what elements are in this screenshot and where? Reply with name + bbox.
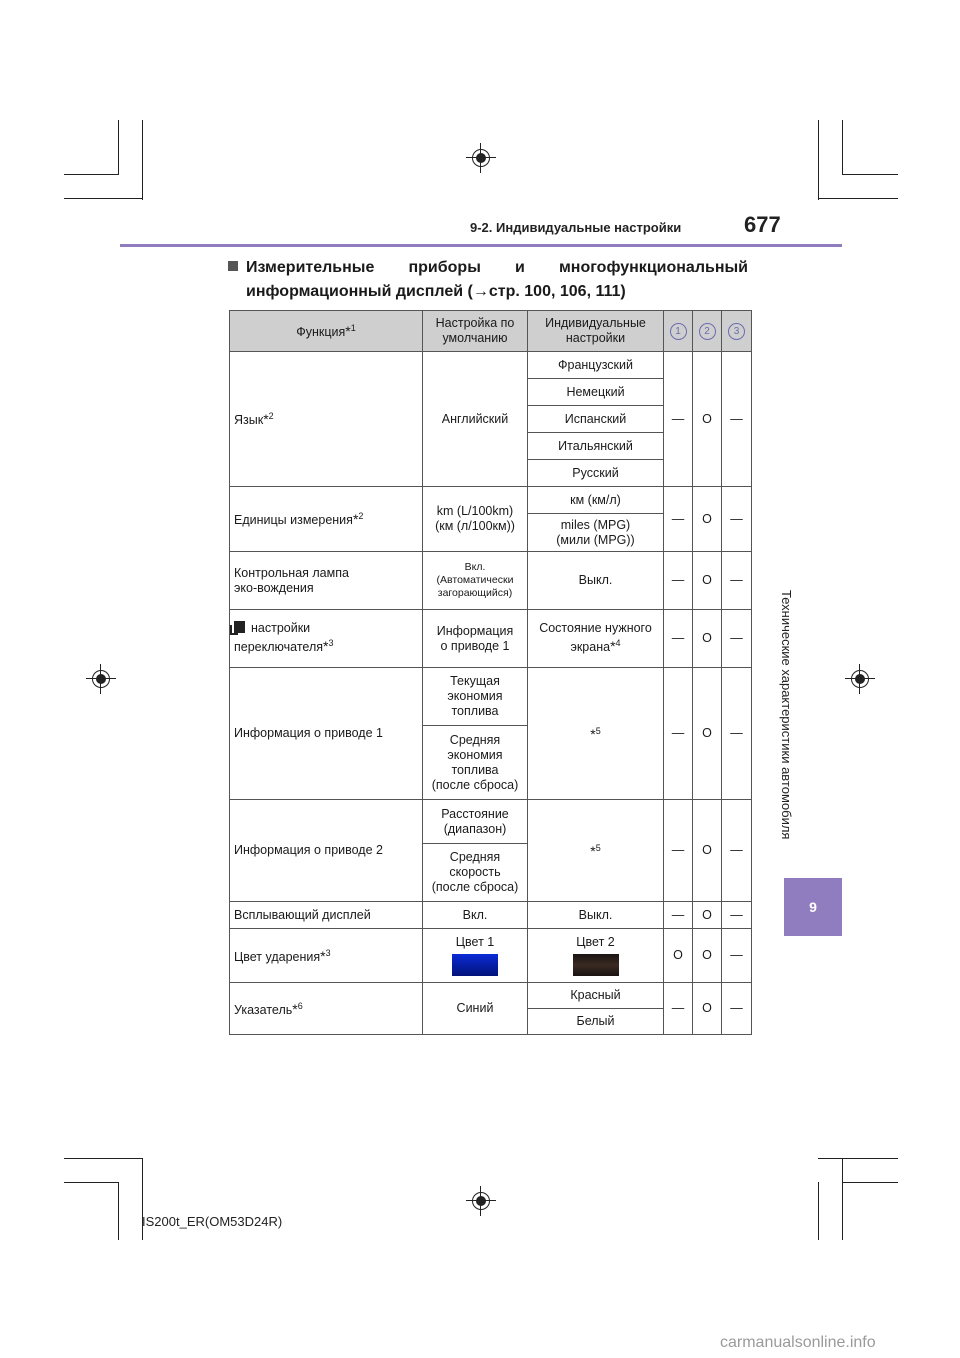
cell-function: Контрольная лампа эко-вождения — [230, 552, 423, 610]
cell-method: — — [664, 487, 693, 552]
watermark: carmanualsonline.info — [720, 1334, 876, 1351]
cell-option: Русский — [528, 460, 664, 487]
header-default: Настройка по умолчанию — [423, 311, 528, 352]
table-row — [230, 902, 752, 929]
document-code: IS200t_ER(OM53D24R) — [142, 1214, 283, 1229]
display-settings-icon — [234, 621, 245, 633]
table-row — [230, 487, 752, 514]
cell-method: — — [664, 800, 693, 902]
cell-method: O — [693, 800, 722, 902]
crop-mark — [818, 120, 819, 200]
color-swatch-2 — [573, 954, 619, 976]
cell-method: — — [722, 610, 752, 668]
crop-mark — [64, 198, 143, 199]
cell-method: — — [664, 552, 693, 610]
cell-function: Единицы измерения*$^2$ — [230, 487, 423, 552]
cell-method: O — [693, 902, 722, 929]
bullet-square-icon — [228, 261, 238, 271]
header-method-1 — [664, 311, 693, 352]
crop-mark — [142, 120, 143, 200]
header-method-2 — [693, 311, 722, 352]
cell-method: — — [722, 983, 752, 1035]
header-method-3 — [722, 311, 752, 352]
table-row — [230, 668, 752, 726]
cell-method: O — [664, 929, 693, 983]
cell-default: Вкл. — [423, 902, 528, 929]
cell-method: — — [664, 983, 693, 1035]
cell-option: км (км/л) — [528, 487, 664, 514]
section-heading: Измерительные приборы и многофункциональный информационный дисплей (→стр. 100, 106, 111) — [228, 256, 748, 304]
circled-number-icon: 3 — [728, 323, 745, 340]
crop-mark — [842, 120, 843, 175]
table-row — [230, 552, 752, 610]
cell-method: — — [722, 552, 752, 610]
crop-mark — [64, 1182, 119, 1183]
settings-table — [229, 310, 752, 1035]
cell-method: — — [722, 929, 752, 983]
cell-option: Белый — [528, 1009, 664, 1035]
cell-method: — — [722, 352, 752, 487]
cell-default: Текущая экономия топлива — [423, 668, 528, 726]
cell-default: Информация о приводе 1 — [423, 610, 528, 668]
cell-custom: Выкл. — [528, 902, 664, 929]
crop-mark — [818, 1182, 819, 1240]
cell-default: Расстояние (диапазон) — [423, 800, 528, 844]
table-row — [230, 352, 752, 379]
cell-function: Цвет ударения*$^3$ — [230, 929, 423, 983]
cell-method: — — [664, 352, 693, 487]
cell-function: Информация о приводе 1 — [230, 668, 423, 800]
cell-function: Язык*$^2$ — [230, 352, 423, 487]
cell-custom: Выкл. — [528, 552, 664, 610]
crop-mark — [842, 174, 898, 175]
crop-mark — [818, 1158, 898, 1159]
chapter-tab: 9 — [784, 878, 842, 936]
page-number: 677 — [744, 212, 781, 237]
cell-option: miles (MPG) (мили (MPG)) — [528, 514, 664, 552]
cell-method: — — [664, 668, 693, 800]
circled-number-icon: 1 — [670, 323, 687, 340]
cell-default: Вкл. (Автоматически загорающийся) — [423, 552, 528, 610]
cell-method: — — [664, 902, 693, 929]
color-swatch-1 — [452, 954, 498, 976]
cell-default: km (L/100km) (км (л/100км)) — [423, 487, 528, 552]
registration-mark-icon — [466, 1186, 496, 1216]
section-title: 9-2. Индивидуальные настройки — [470, 220, 682, 235]
registration-mark-icon — [86, 664, 116, 694]
cell-method: O — [693, 487, 722, 552]
crop-mark — [64, 174, 119, 175]
cell-method: — — [722, 668, 752, 800]
cell-method: O — [693, 610, 722, 668]
cell-method: O — [693, 668, 722, 800]
cell-function: Всплывающий дисплей — [230, 902, 423, 929]
cell-default: Цвет 1 — [423, 929, 528, 983]
table-header-row — [230, 311, 752, 352]
cell-custom: *$^5$ — [528, 800, 664, 902]
cell-function: настройки переключателя*$^3$ — [230, 610, 423, 668]
cell-method: — — [722, 800, 752, 902]
cell-default: Средняя скорость (после сброса) — [423, 844, 528, 902]
cell-custom: Цвет 2 — [528, 929, 664, 983]
cell-option: Итальянский — [528, 433, 664, 460]
cell-option: Немецкий — [528, 379, 664, 406]
crop-mark — [842, 1158, 843, 1240]
registration-mark-icon — [466, 143, 496, 173]
header-function: Функция*$^1$ — [230, 311, 423, 352]
cell-custom: Состояние нужного экрана*$^4$ — [528, 610, 664, 668]
crop-mark — [818, 198, 898, 199]
table-row — [230, 800, 752, 844]
cell-method: O — [693, 929, 722, 983]
table-row — [230, 983, 752, 1009]
table-row — [230, 610, 752, 668]
cell-default: Средняя экономия топлива (после сброса) — [423, 726, 528, 800]
cell-function: Информация о приводе 2 — [230, 800, 423, 902]
circled-number-icon: 2 — [699, 323, 716, 340]
crop-mark — [842, 1182, 898, 1183]
registration-mark-icon — [845, 664, 875, 694]
header-rule — [120, 244, 842, 247]
crop-mark — [64, 1158, 143, 1159]
table-row — [230, 929, 752, 983]
cell-method: — — [722, 487, 752, 552]
cell-option: Красный — [528, 983, 664, 1009]
cell-method: O — [693, 352, 722, 487]
cell-method: — — [664, 610, 693, 668]
cell-method: O — [693, 983, 722, 1035]
cell-option: Французский — [528, 352, 664, 379]
header-custom: Индивидуальные настройки — [528, 311, 664, 352]
cell-method: O — [693, 552, 722, 610]
cell-function: Указатель*$^6$ — [230, 983, 423, 1035]
cell-option: Испанский — [528, 406, 664, 433]
cell-custom: *$^5$ — [528, 668, 664, 800]
crop-mark — [118, 1182, 119, 1240]
crop-mark — [118, 120, 119, 175]
cell-method: — — [722, 902, 752, 929]
cell-default: Синий — [423, 983, 528, 1035]
cell-default: Английский — [423, 352, 528, 487]
